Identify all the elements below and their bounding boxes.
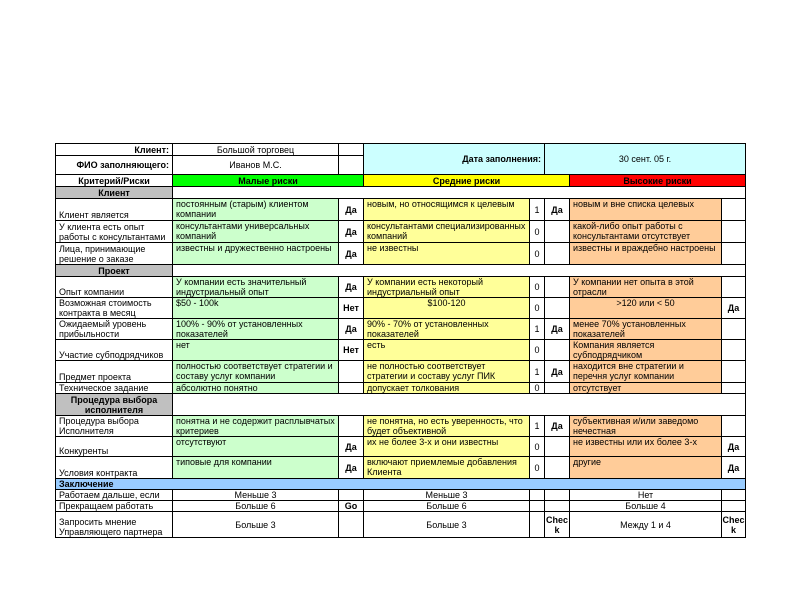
high-risk-flag[interactable]: [722, 319, 746, 340]
mid-risk-verdict: [545, 490, 570, 501]
low-risk-verdict: [339, 512, 364, 538]
conclusion-row: [56, 490, 746, 501]
high-risk-option[interactable]: отсутствует: [570, 383, 722, 394]
criterion-label: Процедура выбора Исполнителя: [56, 416, 173, 437]
mid-risk-option[interactable]: включают приемлемые добавления Клиента: [364, 457, 530, 479]
low-risk-option[interactable]: полностью соответствует стратегии и составу услуг компании: [173, 361, 339, 383]
criterion-label: Возможная стоимость контракта в месяц: [56, 298, 173, 319]
high-risk-flag[interactable]: [722, 221, 746, 243]
mid-risk-verdict: Check: [545, 512, 570, 538]
mid-risk-option[interactable]: допускает толкования: [364, 383, 530, 394]
high-risk-flag[interactable]: [722, 416, 746, 437]
empty-cell: [173, 265, 746, 277]
filler-label: ФИО заполняющего:: [56, 156, 173, 175]
low-risk-flag[interactable]: Да: [339, 437, 364, 457]
mid-risk-flag[interactable]: [545, 221, 570, 243]
criterion-row: [56, 437, 746, 457]
conclusion-row: [56, 512, 746, 538]
low-risk-option[interactable]: $50 - 100k: [173, 298, 339, 319]
conclusion-row: [56, 501, 746, 512]
low-risk-threshold: Больше 3: [173, 512, 339, 538]
empty-cell: [530, 501, 545, 512]
high-risk-option[interactable]: Компания является субподрядчиком: [570, 340, 722, 361]
low-risk-option[interactable]: понятна и не содержит расплывчатых критериев: [173, 416, 339, 437]
high-risk-flag[interactable]: [722, 277, 746, 298]
high-risk-flag[interactable]: Да: [722, 298, 746, 319]
low-risk-option[interactable]: постоянным (старым) клиентом компании: [173, 199, 339, 221]
criterion-row: [56, 416, 746, 437]
low-risk-option[interactable]: консультантами универсальных компаний: [173, 221, 339, 243]
criterion-label: Предмет проекта: [56, 361, 173, 383]
mid-risk-flag[interactable]: [545, 243, 570, 265]
mid-risk-option[interactable]: новым, но относящимся к целевым: [364, 199, 530, 221]
high-risk-option[interactable]: другие: [570, 457, 722, 479]
criterion-label: Клиент является: [56, 199, 173, 221]
high-risk-threshold: Больше 4: [570, 501, 722, 512]
mid-risk-option[interactable]: 90% - 70% от установленных показателей: [364, 319, 530, 340]
mid-risk-score[interactable]: 1: [530, 319, 545, 340]
mid-risk-option[interactable]: консультантами специализированных компаний: [364, 221, 530, 243]
high-risk-flag[interactable]: [722, 243, 746, 265]
mid-risk-flag[interactable]: [545, 383, 570, 394]
low-risk-flag[interactable]: [339, 383, 364, 394]
criterion-label: Техническое задание: [56, 383, 173, 394]
empty-cell: [173, 187, 746, 199]
low-risk-flag[interactable]: [339, 361, 364, 383]
section-row-client: [56, 187, 746, 199]
mid-risk-verdict: [545, 501, 570, 512]
empty-cell: [530, 512, 545, 538]
mid-risk-score[interactable]: 0: [530, 298, 545, 319]
high-risk-flag[interactable]: [722, 199, 746, 221]
mid-risk-flag[interactable]: [545, 298, 570, 319]
mid-risk-option[interactable]: не понятна, но есть уверенность, что будет объективной: [364, 416, 530, 437]
mid-risk-column-header: Средние риски: [364, 175, 570, 187]
filler-value[interactable]: Иванов М.С.: [173, 156, 339, 175]
mid-risk-flag[interactable]: [545, 277, 570, 298]
low-risk-option[interactable]: абсолютно понятно: [173, 383, 339, 394]
high-risk-option[interactable]: не известны или их более 3-х: [570, 437, 722, 457]
section-row-project: [56, 265, 746, 277]
criterion-row: [56, 340, 746, 361]
mid-risk-score[interactable]: 1: [530, 199, 545, 221]
mid-risk-score[interactable]: 0: [530, 221, 545, 243]
high-risk-flag[interactable]: [722, 383, 746, 394]
low-risk-option[interactable]: типовые для компании: [173, 457, 339, 479]
criterion-label: Лица, принимающие решение о заказе: [56, 243, 173, 265]
criterion-row: [56, 243, 746, 265]
date-value[interactable]: 30 сент. 05 г.: [545, 144, 746, 175]
low-risk-flag[interactable]: Да: [339, 277, 364, 298]
header-row-client: [56, 144, 746, 156]
low-risk-option[interactable]: нет: [173, 340, 339, 361]
column-header-row: [56, 175, 746, 187]
high-risk-option[interactable]: У компании нет опыта в этой отрасли: [570, 277, 722, 298]
client-value[interactable]: Большой торговец: [173, 144, 339, 156]
mid-risk-score[interactable]: 1: [530, 361, 545, 383]
low-risk-verdict: [339, 490, 364, 501]
low-risk-verdict: Go: [339, 501, 364, 512]
low-risk-threshold: Больше 6: [173, 501, 339, 512]
criterion-row: [56, 383, 746, 394]
high-risk-option[interactable]: находится вне стратегии и перечня услуг компании: [570, 361, 722, 383]
criterion-label: Участие субподрядчиков: [56, 340, 173, 361]
low-risk-flag[interactable]: Да: [339, 319, 364, 340]
high-risk-flag[interactable]: [722, 340, 746, 361]
criterion-row: [56, 221, 746, 243]
empty-cell: [530, 490, 545, 501]
mid-risk-score[interactable]: 1: [530, 416, 545, 437]
empty-cell: [339, 156, 364, 175]
section-title-project: Проект: [56, 265, 173, 277]
mid-risk-flag[interactable]: Да: [545, 361, 570, 383]
conclusion-label: Запросить мнение Управляющего партнера: [56, 512, 173, 538]
mid-risk-option[interactable]: не известны: [364, 243, 530, 265]
low-risk-option[interactable]: известны и дружественно настроены: [173, 243, 339, 265]
high-risk-flag[interactable]: [722, 361, 746, 383]
mid-risk-score[interactable]: 0: [530, 457, 545, 479]
risk-assessment-table: [55, 143, 746, 538]
mid-risk-option[interactable]: $100-120: [364, 298, 530, 319]
low-risk-column-header: Малые риски: [173, 175, 364, 187]
high-risk-verdict: [722, 490, 746, 501]
section-title-conclusion: Заключение: [56, 479, 746, 490]
section-title-client: Клиент: [56, 187, 173, 199]
low-risk-flag[interactable]: Да: [339, 199, 364, 221]
mid-risk-score[interactable]: 0: [530, 340, 545, 361]
high-risk-option[interactable]: новым и вне списка целевых: [570, 199, 722, 221]
mid-risk-option[interactable]: есть: [364, 340, 530, 361]
mid-risk-score[interactable]: 0: [530, 277, 545, 298]
criterion-label: У клиента есть опыт работы с консультантами: [56, 221, 173, 243]
low-risk-flag[interactable]: Да: [339, 243, 364, 265]
mid-risk-option[interactable]: не полностью соответствует стратегии и составу услуг ПИК: [364, 361, 530, 383]
section-row-procedure: [56, 394, 746, 416]
criterion-row: [56, 298, 746, 319]
low-risk-flag[interactable]: Нет: [339, 340, 364, 361]
high-risk-verdict: Check: [722, 512, 746, 538]
mid-risk-option[interactable]: У компании есть некоторый индустриальный опыт: [364, 277, 530, 298]
mid-risk-score[interactable]: 0: [530, 243, 545, 265]
mid-risk-flag[interactable]: Да: [545, 319, 570, 340]
low-risk-flag[interactable]: [339, 416, 364, 437]
low-risk-option[interactable]: 100% - 90% от установленных показателей: [173, 319, 339, 340]
low-risk-flag[interactable]: Да: [339, 457, 364, 479]
mid-risk-score[interactable]: 0: [530, 383, 545, 394]
section-row-conclusion: [56, 479, 746, 490]
criterion-row: [56, 361, 746, 383]
mid-risk-threshold: Больше 6: [364, 501, 530, 512]
high-risk-option[interactable]: субъективная и/или заведомо нечестная: [570, 416, 722, 437]
criterion-label: Условия контракта: [56, 457, 173, 479]
section-title-procedure: Процедура выбора исполнителя: [56, 394, 173, 416]
mid-risk-score[interactable]: 0: [530, 437, 545, 457]
empty-cell: [173, 394, 746, 416]
criterion-row: [56, 277, 746, 298]
mid-risk-option[interactable]: их не более 3-х и они известны: [364, 437, 530, 457]
high-risk-flag[interactable]: Да: [722, 457, 746, 479]
criteria-column-header: Критерий/Риски: [56, 175, 173, 187]
low-risk-flag[interactable]: Нет: [339, 298, 364, 319]
mid-risk-flag[interactable]: [545, 340, 570, 361]
low-risk-option[interactable]: отсутствуют: [173, 437, 339, 457]
high-risk-option[interactable]: известны и враждебно настроены: [570, 243, 722, 265]
criterion-row: [56, 199, 746, 221]
mid-risk-flag[interactable]: Да: [545, 416, 570, 437]
criterion-label: Ожидаемый уровень прибыльности: [56, 319, 173, 340]
criterion-label: Конкуренты: [56, 437, 173, 457]
criterion-row: [56, 319, 746, 340]
criterion-row: [56, 457, 746, 479]
high-risk-option[interactable]: менее 70% установленных показателей: [570, 319, 722, 340]
mid-risk-flag[interactable]: [545, 457, 570, 479]
high-risk-threshold: Нет: [570, 490, 722, 501]
low-risk-threshold: Меньше 3: [173, 490, 339, 501]
mid-risk-flag[interactable]: [545, 437, 570, 457]
criterion-label: Опыт компании: [56, 277, 173, 298]
client-label: Клиент:: [56, 144, 173, 156]
empty-cell: [339, 144, 364, 156]
high-risk-option[interactable]: >120 или < 50: [570, 298, 722, 319]
low-risk-option[interactable]: У компании есть значительный индустриальный опыт: [173, 277, 339, 298]
date-label: Дата заполнения:: [364, 144, 545, 175]
mid-risk-flag[interactable]: Да: [545, 199, 570, 221]
high-risk-flag[interactable]: Да: [722, 437, 746, 457]
mid-risk-threshold: Больше 3: [364, 512, 530, 538]
mid-risk-threshold: Меньше 3: [364, 490, 530, 501]
high-risk-column-header: Высокие риски: [570, 175, 746, 187]
high-risk-threshold: Между 1 и 4: [570, 512, 722, 538]
conclusion-label: Прекращаем работать: [56, 501, 173, 512]
high-risk-option[interactable]: какой-либо опыт работы с консультантами отсутствует: [570, 221, 722, 243]
high-risk-verdict: [722, 501, 746, 512]
conclusion-label: Работаем дальше, если: [56, 490, 173, 501]
low-risk-flag[interactable]: Да: [339, 221, 364, 243]
